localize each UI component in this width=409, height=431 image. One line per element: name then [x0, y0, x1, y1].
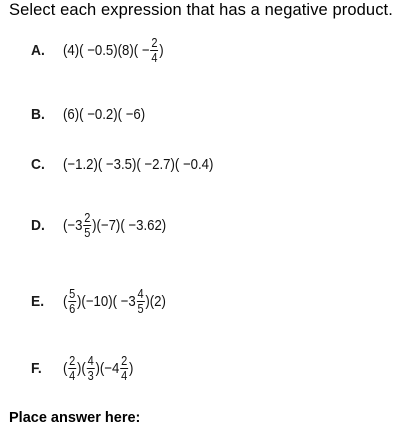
option-f-letter: F.	[31, 360, 42, 377]
option-b-expression	[63, 106, 145, 123]
option-e-expr-middle: )(−10)( −3	[77, 293, 136, 310]
option-d-letter: D.	[31, 217, 45, 234]
option-d-fraction-denominator: 5	[84, 226, 91, 240]
option-c-expr-text: (−1.2)( −3.5)( −2.7)( −0.4)	[63, 156, 214, 173]
option-f-fraction-1-numerator: 2	[69, 354, 76, 368]
option-a-fraction-denominator: 4	[151, 51, 158, 65]
option-f-expression	[63, 355, 133, 382]
option-e-letter: E.	[31, 293, 45, 310]
option-a	[31, 37, 177, 64]
option-a-fraction-numerator: 2	[151, 36, 158, 50]
option-f-fraction-2	[87, 355, 95, 382]
option-f-fraction-2-denominator: 3	[87, 369, 94, 383]
option-a-expression	[63, 37, 164, 64]
option-f-paren-pair-1: )(	[77, 360, 86, 377]
option-e-expression	[63, 288, 166, 315]
option-c	[31, 156, 234, 173]
option-f-fraction-1	[68, 355, 76, 382]
option-e-fraction-1-denominator: 6	[69, 302, 76, 316]
option-d	[31, 212, 180, 239]
option-b-letter: B.	[31, 106, 45, 123]
option-a-letter: A.	[31, 42, 45, 59]
option-c-letter: C.	[31, 156, 45, 173]
option-d-expr-end: )(−7)( −3.62)	[92, 217, 167, 234]
option-d-fraction	[83, 212, 91, 239]
option-f-fraction-3-denominator: 4	[121, 369, 128, 383]
option-f-fraction-1-denominator: 4	[69, 369, 76, 383]
option-e	[31, 288, 180, 315]
option-d-fraction-numerator: 2	[84, 211, 91, 225]
option-e-fraction-2-numerator: 4	[137, 287, 144, 301]
option-e-open-paren: (	[63, 293, 68, 310]
option-f-fraction-2-numerator: 4	[87, 354, 94, 368]
option-f-fraction-3	[120, 355, 128, 382]
option-e-fraction-1-numerator: 5	[69, 287, 76, 301]
option-c-expression	[63, 156, 213, 173]
question-prompt: Select each expression that has a negative product.	[9, 1, 393, 19]
option-b-expr-text: (6)( −0.2)( −6)	[63, 106, 146, 123]
option-a-expr-start: (4)( −0.5)(8)( −	[63, 42, 150, 59]
answer-prompt-label: Place answer here:	[9, 410, 141, 426]
option-d-expr-start: (−3	[63, 217, 83, 234]
option-f-fraction-3-numerator: 2	[121, 354, 128, 368]
option-f-paren-pair-2: )(−4	[95, 360, 120, 377]
option-a-fraction	[150, 37, 158, 64]
option-f-expr-end: )	[128, 360, 134, 377]
option-e-fraction-2-denominator: 5	[137, 302, 144, 316]
option-b	[31, 106, 156, 123]
option-d-expression	[63, 212, 166, 239]
option-e-fraction-1	[68, 288, 76, 315]
option-f	[31, 355, 143, 382]
option-f-open-paren: (	[63, 360, 68, 377]
option-a-expr-end: )	[159, 42, 164, 59]
option-e-fraction-2	[137, 288, 145, 315]
option-e-expr-end: )(2)	[145, 293, 166, 310]
